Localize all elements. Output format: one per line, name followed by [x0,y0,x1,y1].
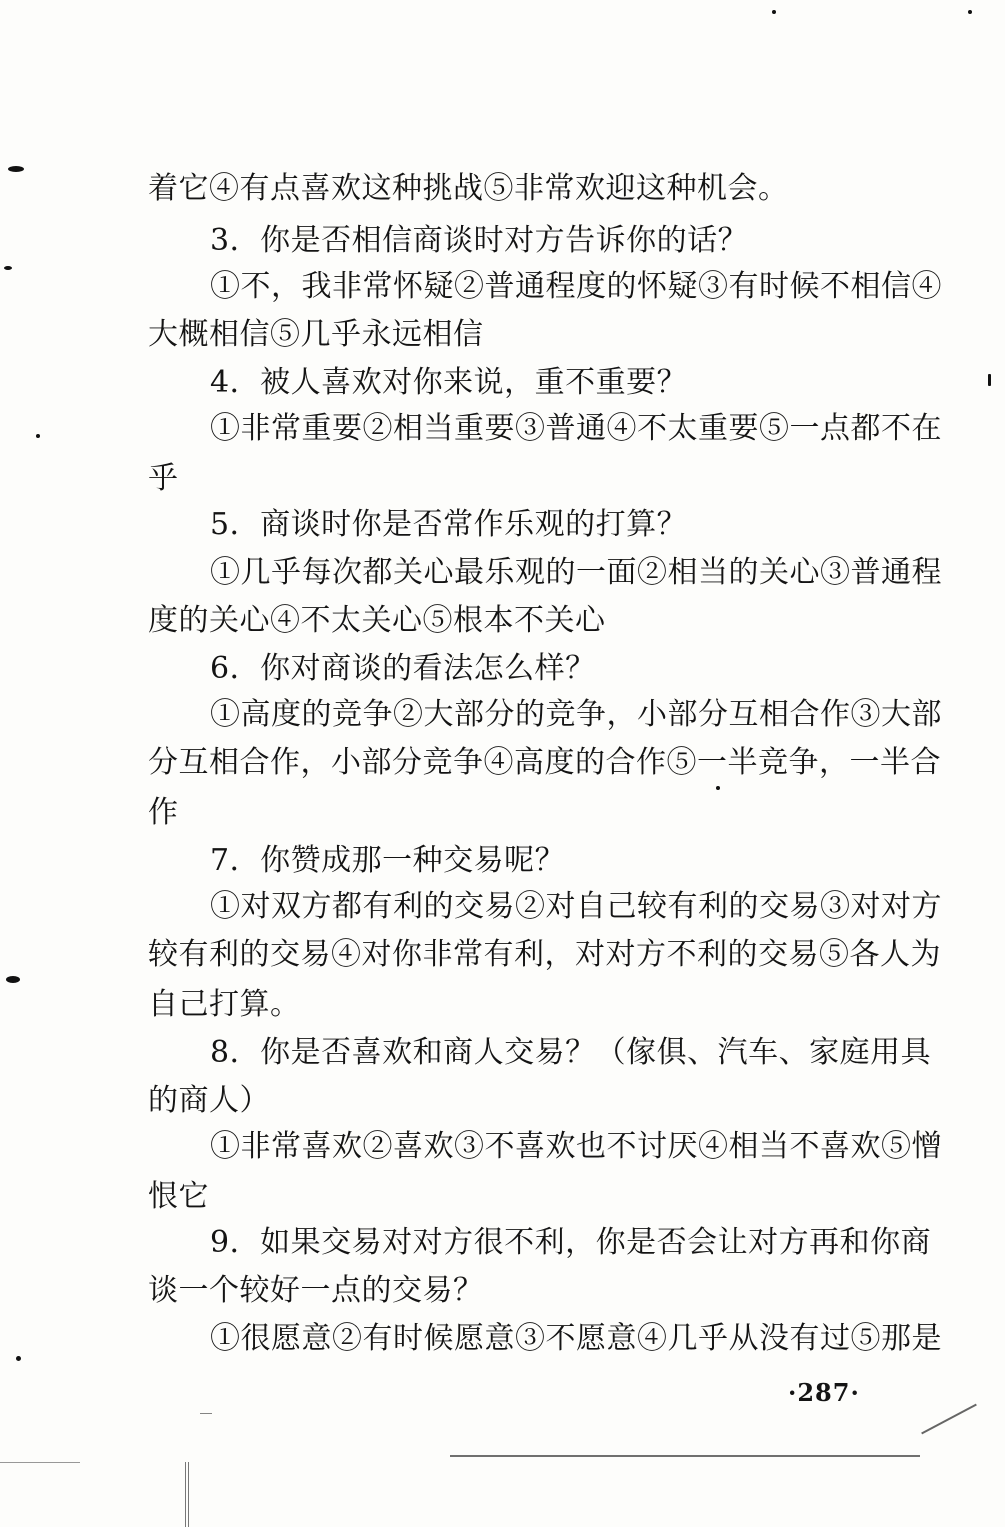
answer-line: 乎 [148,461,179,496]
answer-line: ①高度的竞争②大部分的竞争，小部分互相合作③大部 [210,697,942,732]
answer-line: 恨它 [148,1179,209,1214]
answer-line: ①非常喜欢②喜欢③不喜欢也不讨厌④相当不喜欢⑤憎 [210,1129,942,1164]
question-line: 谈一个较好一点的交易？ [148,1273,484,1308]
scan-speck [772,10,776,14]
answer-line: ①对双方都有利的交易②对自己较有利的交易③对对方 [210,889,942,924]
scan-speck [16,1356,21,1361]
scan-speck [968,10,972,14]
answer-line: 自己打算。 [148,987,301,1022]
scan-edge-line [450,1455,920,1457]
answer-line: 较有利的交易④对你非常有利，对对方不利的交易⑤各人为 [148,937,941,972]
scan-speck [988,374,991,386]
scan-edge-line [200,1413,212,1414]
scan-speck [716,786,720,790]
page-number: ·287· [788,1378,860,1407]
answer-line: 度的关心④不太关心⑤根本不关心 [148,603,606,638]
text-line: 着它④有点喜欢这种挑战⑤非常欢迎这种机会。 [148,171,789,206]
answer-line: ①很愿意②有时候愿意③不愿意④几乎从没有过⑤那是 [210,1321,942,1356]
answer-line: ①几乎每次都关心最乐观的一面②相当的关心③普通程 [210,555,942,590]
question-7: 7．你赞成那一种交易呢？ [210,843,566,878]
scan-speck [4,266,12,270]
question-line: 的商人） [148,1083,270,1118]
answer-line: ①不，我非常怀疑②普通程度的怀疑③有时候不相信④ [210,269,942,304]
scan-edge-line [921,1404,977,1435]
scan-edge-line [188,1462,189,1527]
question-4: 4．被人喜欢对你来说，重不重要？ [210,365,688,400]
answer-line: 大概相信⑤几乎永远相信 [148,317,484,352]
question-6: 6．你对商谈的看法怎么样？ [210,651,596,686]
scan-speck [36,434,40,438]
question-8: 8．你是否喜欢和商人交易？（傢俱、汽车、家庭用具 [210,1035,932,1070]
answer-line: 分互相合作，小部分竞争④高度的合作⑤一半竞争，一半合 [148,745,941,780]
answer-line: 作 [148,795,179,830]
answer-line: ①非常重要②相当重要③普通④不太重要⑤一点都不在 [210,411,942,446]
question-3: 3．你是否相信商谈时对方告诉你的话？ [210,223,749,258]
question-5: 5．商谈时你是否常作乐观的打算？ [210,507,688,542]
scan-edge-line [0,1462,80,1463]
scan-edge-line [185,1462,186,1527]
question-9: 9．如果交易对对方很不利，你是否会让对方再和你商 [210,1225,932,1260]
scan-speck [8,166,24,172]
scan-speck [6,976,20,983]
